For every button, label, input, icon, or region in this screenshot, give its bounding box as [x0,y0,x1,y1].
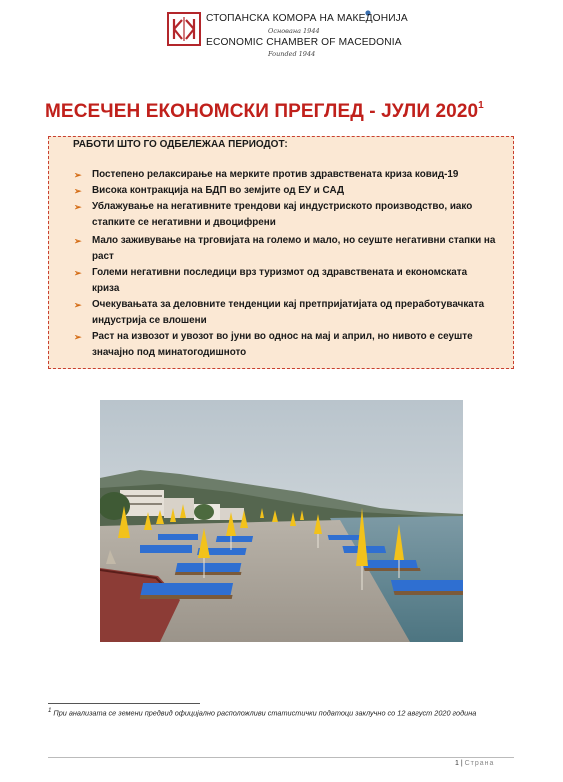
highlight-text-cont: индустрија се влошени [92,315,207,326]
highlight-text-cont: раст [92,251,114,262]
arrow-bullet-icon: ➢ [74,236,82,246]
page-footer-rule [48,757,514,758]
founded-en: Founded 1944 [268,50,316,58]
highlight-item [74,183,499,199]
arrow-bullet-icon: ➢ [74,186,82,196]
title-footnote-ref[interactable]: 1 [478,99,484,111]
footnote-text: При анализата се земени предвид официјално расположливи статистички податоци заклучно со 12 август 2020 година [53,708,477,718]
highlight-text: Големи негативни последици врз туризмот од здравствената и економската [92,267,468,278]
arrow-bullet-icon: ➢ [74,170,82,180]
highlight-text: Ублажување на негативните трендови кај индустриското производство, иако [92,201,473,212]
page-title [45,101,484,123]
highlight-item [74,167,499,183]
page-label: Страна [464,760,495,767]
highlight-item [74,233,499,265]
org-name-en: ECONOMIC CHAMBER OF MACEDONIA [206,37,402,48]
highlight-item [74,199,499,231]
arrow-bullet-icon: ➢ [74,332,82,342]
org-name-mk: СТОПАНСКА КОМОРА НА МАКЕДОНИЈА [206,13,408,24]
highlight-text: Очекувањата за деловните тенденции кај претпријатијата од преработувачката [92,299,485,310]
highlight-text-cont: криза [92,283,120,294]
highlight-item [74,329,499,361]
chamber-logo-icon [167,12,201,46]
footnote-rule [48,703,200,704]
arrow-bullet-icon: ➢ [74,300,82,310]
highlight-item [74,297,499,329]
arrow-bullet-icon: ➢ [74,202,82,212]
highlight-text: Висока контракција на БДП во земјите од ЕУ и САД [92,185,344,196]
highlight-text-cont: стапките се негативни и двоцифрени [92,217,276,228]
beach-photo [100,400,463,642]
title-text: МЕСЕЧЕН ЕКОНОМСКИ ПРЕГЛЕД - ЈУЛИ 2020 [45,101,479,122]
highlight-item [74,265,499,297]
highlight-text-cont: значајно под минатогодишното [92,347,247,358]
highlight-text: Постепено релаксирање на мерките против здравствената криза ковид-19 [92,169,459,180]
page-number-value: 1 [455,760,459,767]
highlight-text: Раст на извозот и увозот во јуни во однос на мај и април, но нивото е сеуште [92,331,473,342]
footnote [48,706,498,718]
founded-mk: Основана 1944 [268,27,320,35]
highlight-text: Мало заживување на трговијата на големо и мало, но сеуште негативни стапки на [92,235,496,246]
footnote-number: 1 [48,707,52,714]
arrow-bullet-icon: ➢ [74,268,82,278]
page-number: 1 | Страна [455,760,495,767]
highlights-heading: РАБОТИ ШТО ГО ОДБЕЛЕЖАА ПЕРИОДОТ: [73,139,288,150]
